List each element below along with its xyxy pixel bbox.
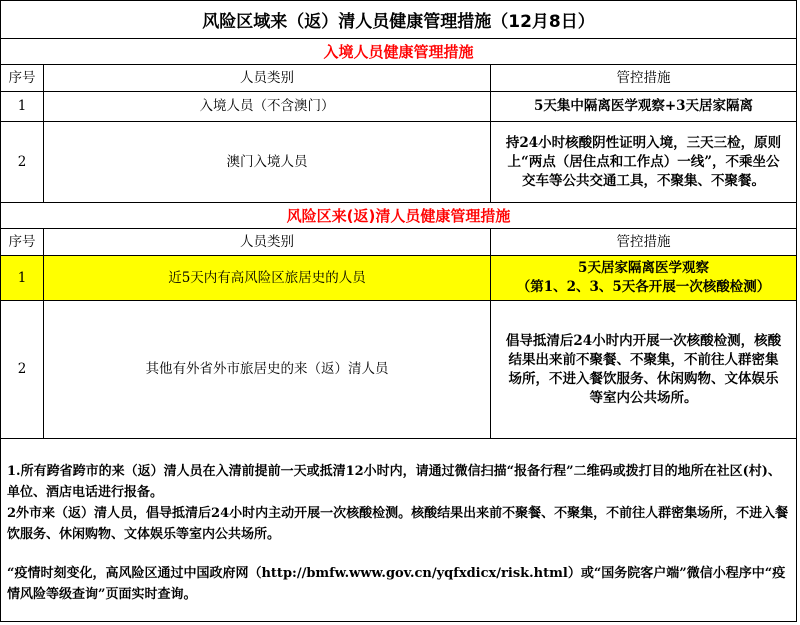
table-row [1, 92, 796, 122]
row-measure [491, 256, 796, 300]
row-number: 1 [1, 256, 44, 300]
col-header-number: 序号 [1, 229, 44, 255]
row-number: 2 [1, 122, 44, 202]
row-category: 澳门入境人员 [44, 122, 491, 202]
col-header-measure: 管控措施 [616, 233, 671, 250]
row-category: 近5天内有高风险区旅居史的人员 [44, 256, 491, 300]
col-header-category: 人员类别 [44, 65, 491, 91]
row-category: 入境人员（不含澳门） [44, 92, 491, 121]
row-number: 2 [1, 301, 44, 438]
section-heading-risk-area: 风险区来(返)清人员健康管理措施 [1, 203, 796, 229]
row-measure-line: 5天居家隔离医学观察 [578, 260, 709, 276]
row-measure: 持24小时核酸阴性证明入境，三天三检，原则上“两点（居住点和工作点）一线”，不乘坐公交车等公共交通工具，不聚集、不聚餐。 [505, 134, 782, 189]
row-measure: 倡导抵清后24小时内开展一次核酸检测，核酸结果出来前不聚餐、不聚集，不前往人群密集场所，不进入餐饮服务、休闲购物、文体娱乐等室内公共场所。 [505, 332, 782, 406]
note-registration: 1.所有跨省跨市的来（返）清人员在入清前提前一天或抵清12小时内，请通过微信扫描“报备行程”二维码或拨打目的地所在社区(村)、单位、酒店电话进行报备。 [7, 464, 781, 500]
col-header-measure: 管控措施 [616, 69, 671, 86]
row-measure-line: （第1、2、3、5天各开展一次核酸检测） [516, 279, 771, 295]
notes-block [7, 461, 790, 605]
row-number: 1 [1, 92, 44, 121]
page-title: 风险区域来（返）清人员健康管理措施（12月8日） [1, 1, 796, 39]
table-row-highlighted [1, 256, 796, 301]
table-row [1, 122, 796, 203]
table-row [1, 301, 796, 439]
table-header-inbound [1, 65, 796, 92]
col-header-category: 人员类别 [44, 229, 491, 255]
row-measure: 5天集中隔离医学观察+3天居家隔离 [533, 98, 754, 114]
col-header-number: 序号 [1, 65, 44, 91]
table-header-risk-area [1, 229, 796, 256]
row-category: 其他有外省外市旅居史的来（返）清人员 [44, 301, 491, 438]
note-nucleic-test: 2外市来（返）清人员，倡导抵清后24小时内主动开展一次核酸检测。核酸结果出来前不聚餐、不聚集，不前往人群密集场所，不进入餐饮服务、休闲购物、文体娱乐等室内公共场所。 [7, 506, 789, 542]
note-risk-query: “疫情时刻变化，高风险区通过中国政府网（http://bmfw.www.gov.cn/yqfxdicx/risk.html）或“国务院客户端”微信小程序中“疫情风险等级查询”页面实时查询。 [7, 566, 786, 602]
section-heading-inbound: 入境人员健康管理措施 [1, 39, 796, 65]
